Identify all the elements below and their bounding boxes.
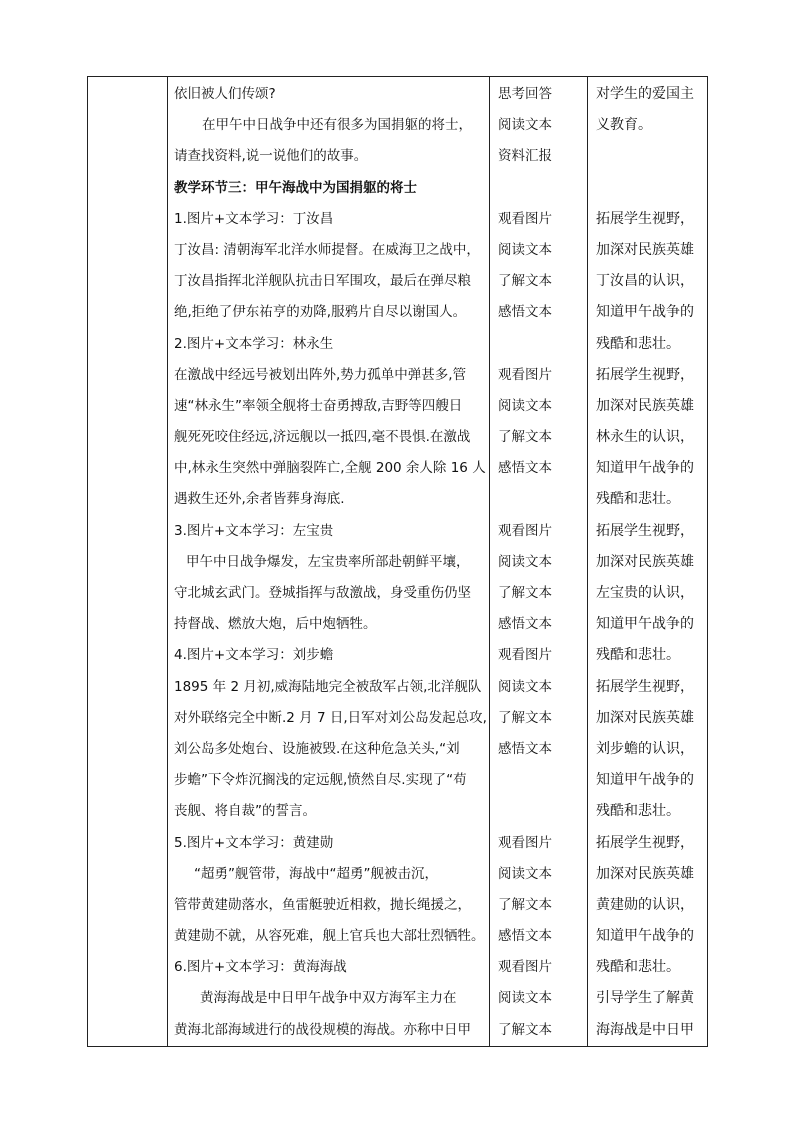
content-line: 3.图片+文本学习：左宝贵 — [174, 522, 334, 539]
intent-line: 拓展学生视野， — [596, 678, 694, 695]
content-line: 1.图片+文本学习：丁汝昌 — [174, 210, 334, 227]
empty-left-column-cell — [88, 77, 168, 1047]
content-line: 6.图片+文本学习：黄海海战 — [174, 959, 347, 976]
activity-line: 了解文本 — [498, 896, 552, 913]
activity-line: 阅读文本 — [498, 678, 552, 695]
activity-line: 观看图片 — [498, 366, 552, 383]
intent-line: 残酷和悲壮。 — [596, 803, 680, 820]
intent-line — [588, 173, 707, 204]
intent-line: 加深对民族英雄 — [596, 397, 694, 414]
activity-line: 观看图片 — [498, 647, 552, 664]
intent-line: 加深对民族英雄 — [596, 553, 694, 570]
activity-line: 阅读文本 — [498, 117, 552, 134]
content-line: 步蟾”下令炸沉搁浅的定远舰,愤然自尽.实现了“苟 — [174, 772, 467, 789]
activity-line: 感悟文本 — [498, 460, 552, 477]
intent-line: 林永生的认识， — [596, 429, 694, 446]
intent-line: 义教育。 — [596, 117, 652, 134]
activity-line: 资料汇报 — [498, 148, 552, 165]
content-line: 管带黄建勋落水，鱼雷艇驶近相救，抛长绳援之， — [174, 896, 471, 913]
intent-line: 残酷和悲壮。 — [596, 335, 680, 352]
table-row — [88, 77, 708, 1047]
activity-line: 了解文本 — [498, 273, 552, 290]
activity-line — [490, 796, 587, 827]
intent-line: 刘步蟾的认识， — [596, 740, 694, 757]
content-line: 舰死死咬住经远,济远舰以一抵四,毫不畏惧.在激战 — [174, 429, 471, 446]
activity-line: 感悟文本 — [498, 740, 552, 757]
content-line: 丁汝昌指挥北洋舰队抗击日军围攻，最后在弹尽粮 — [174, 273, 471, 290]
intent-line: 知道甲午战争的 — [596, 304, 694, 321]
intent-line: 加深对民族英雄 — [596, 241, 694, 258]
intent-line: 知道甲午战争的 — [596, 460, 694, 477]
activity-line: 阅读文本 — [498, 865, 552, 882]
intent-line: 海海战是中日甲 — [596, 1021, 694, 1038]
intent-line: 知道甲午战争的 — [596, 772, 694, 789]
activity-line: 感悟文本 — [498, 616, 552, 633]
intent-line: 残酷和悲壮。 — [596, 647, 680, 664]
activity-line: 感悟文本 — [498, 304, 552, 321]
activity-line: 了解文本 — [498, 709, 552, 726]
intent-line: 知道甲午战争的 — [596, 616, 694, 633]
content-line: 1895 年 2 月初,威海陆地完全被敌军占领,北洋舰队 — [174, 678, 482, 695]
activity-line — [490, 484, 587, 515]
activity-line: 思考回答 — [498, 86, 552, 102]
intent-line: 拓展学生视野， — [596, 366, 694, 383]
section-heading: 教学环节三：甲午海战中为国捐躯的将士 — [174, 179, 417, 196]
activity-line: 了解文本 — [498, 1021, 552, 1038]
lesson-plan-table — [87, 76, 708, 1047]
content-line: 绝,拒绝了伊东祐亨的劝降,服鸦片自尽以谢国人。 — [174, 304, 467, 321]
intent-line: 对学生的爱国主 — [596, 86, 694, 102]
content-line: 4.图片+文本学习：刘步蟾 — [174, 647, 334, 664]
content-line: 丁汝昌: 清朝海军北洋水师提督。在威海卫之战中， — [174, 241, 480, 258]
intent-line: 引导学生了解黄 — [596, 990, 694, 1007]
intent-line: 残酷和悲壮。 — [596, 959, 680, 976]
design-intent-cell — [588, 77, 708, 1047]
content-line: 2.图片+文本学习：林永生 — [174, 335, 334, 352]
intent-line: 拓展学生视野， — [596, 522, 694, 539]
activity-line: 观看图片 — [498, 959, 552, 976]
activity-line: 阅读文本 — [498, 990, 552, 1007]
intent-line: 知道甲午战争的 — [596, 928, 694, 945]
activity-line: 感悟文本 — [498, 928, 552, 945]
content-line: 黄海北部海域进行的战役规模的海战。亦称中日甲 — [174, 1021, 471, 1038]
activity-line: 了解文本 — [498, 429, 552, 446]
content-line: 对外联络完全中断.2 月 7 日,日军对刘公岛发起总攻, — [174, 709, 487, 726]
activity-line: 阅读文本 — [498, 553, 552, 570]
content-line: 请查找资料,说一说他们的故事。 — [174, 148, 368, 165]
activity-line — [490, 173, 587, 204]
student-activity-cell — [490, 77, 588, 1047]
content-line: 依旧被人们传颂? — [174, 86, 276, 102]
content-line: 在激战中经远号被划出阵外,势力孤单中弹甚多,管 — [174, 366, 467, 383]
intent-line: 丁汝昌的认识， — [596, 273, 694, 290]
intent-line: 左宝贵的认识， — [596, 585, 694, 601]
content-line: 守北城玄武门。登城指挥与敌激战，身受重伤仍坚 — [174, 585, 471, 601]
content-line: 遇救生还外,余者皆葬身海底. — [174, 491, 345, 508]
content-line: 刘公岛多处炮台、设施被毁.在这种危急关头,“刘 — [174, 740, 460, 757]
intent-line: 拓展学生视野， — [596, 210, 694, 227]
intent-line — [588, 141, 707, 172]
content-line: 甲午中日战争爆发，左宝贵率所部赴朝鲜平壤， — [186, 553, 470, 570]
teaching-content-cell — [168, 77, 490, 1047]
activity-line — [490, 765, 587, 796]
content-line: 5.图片+文本学习：黄建勋 — [174, 834, 334, 851]
content-line: 黄海海战是中日甲午战争中双方海军主力在 — [200, 990, 457, 1007]
intent-line: 黄建勋的认识， — [596, 896, 694, 913]
intent-line: 拓展学生视野， — [596, 834, 694, 851]
activity-line: 观看图片 — [498, 834, 552, 851]
content-line: 持督战、燃放大炮，后中炮牺牲。 — [174, 616, 377, 633]
content-line: 速“林永生”率领全舰将士奋勇搏敌,吉野等四艘日 — [174, 397, 463, 414]
activity-line — [490, 329, 587, 360]
activity-line: 阅读文本 — [498, 397, 552, 414]
activity-line: 观看图片 — [498, 522, 552, 539]
intent-line: 加深对民族英雄 — [596, 865, 694, 882]
intent-line: 加深对民族英雄 — [596, 709, 694, 726]
content-line: 丧舰、将自裁”的誓言。 — [174, 803, 316, 820]
content-line: 在甲午中日战争中还有很多为国捐躯的将士， — [202, 117, 472, 134]
intent-line: 残酷和悲壮。 — [596, 491, 680, 508]
activity-line: 阅读文本 — [498, 241, 552, 258]
content-line: 中,林永生突然中弹脑裂阵亡,全舰 200 余人除 16 人 — [174, 460, 486, 477]
content-line: 黄建勋不就，从容死难，舰上官兵也大部壮烈牺牲。 — [174, 928, 485, 945]
content-line: “超勇”舰管带，海战中“超勇”舰被击沉， — [194, 865, 438, 882]
activity-line: 了解文本 — [498, 585, 552, 601]
activity-line: 观看图片 — [498, 210, 552, 227]
